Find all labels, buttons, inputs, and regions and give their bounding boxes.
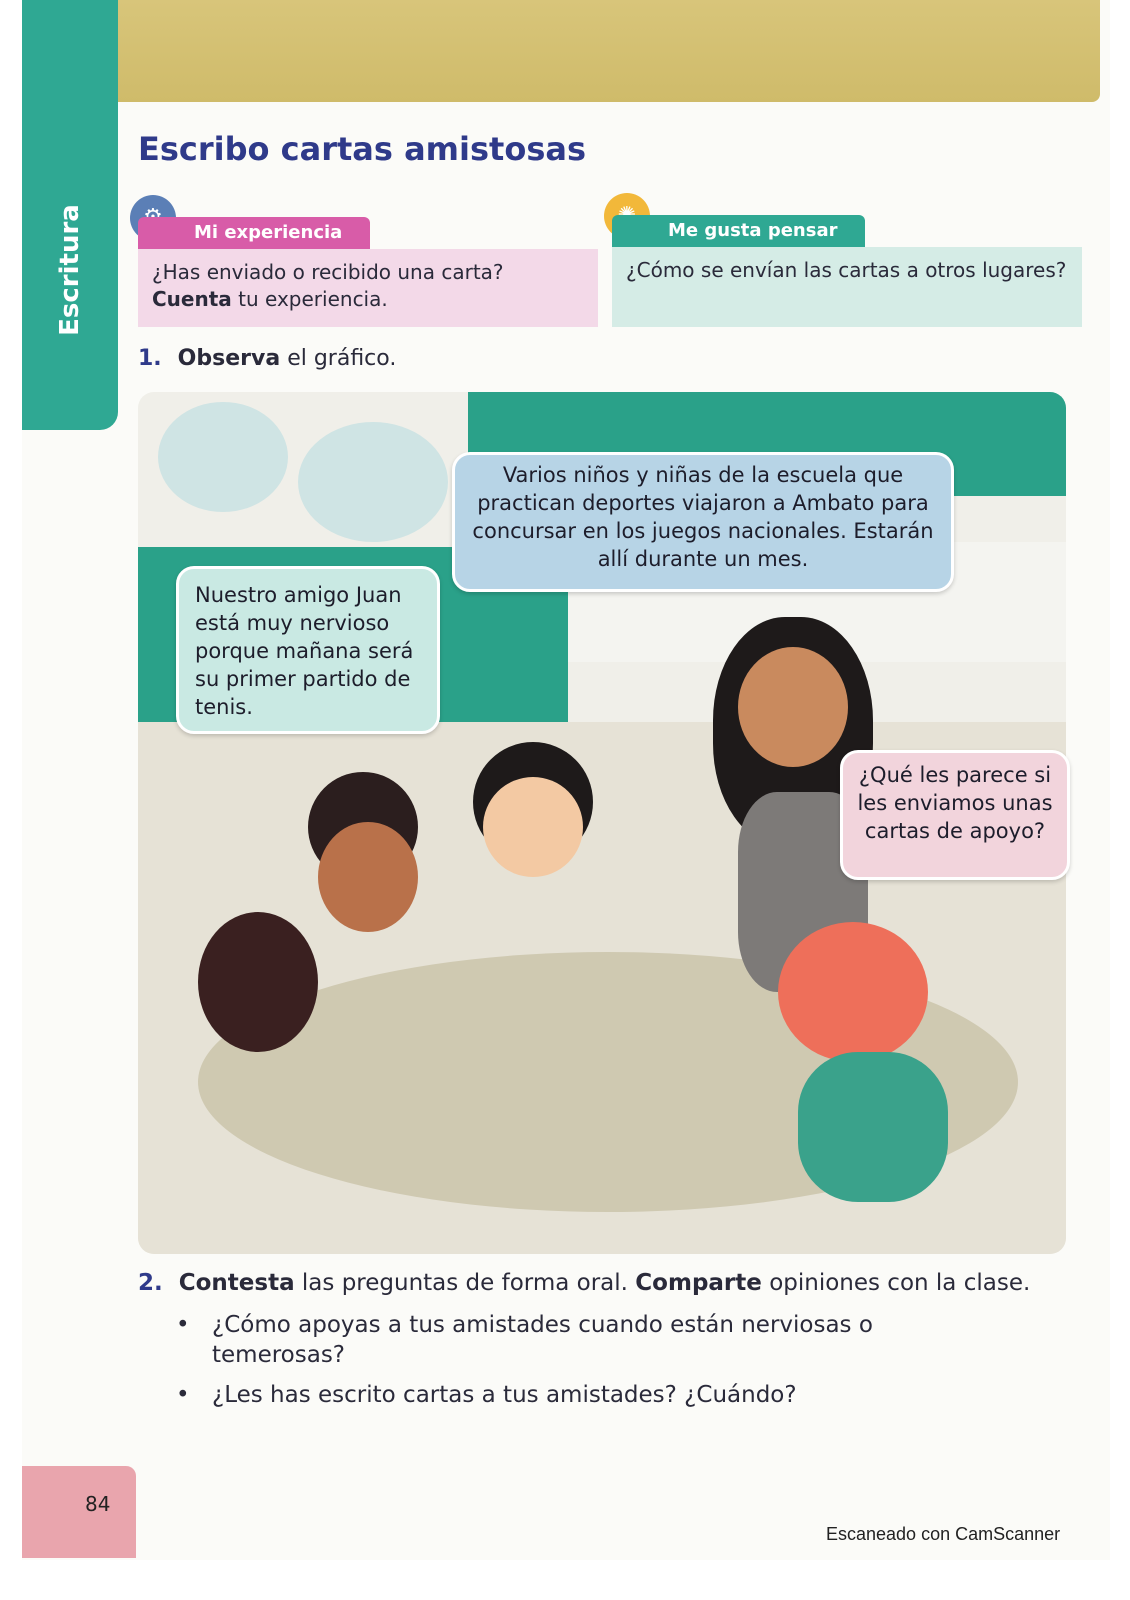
activity-1-verb: Observa	[177, 346, 281, 371]
think-box: ¿Cómo se envían las cartas a otros lugares?	[612, 247, 1082, 327]
boy-face	[483, 777, 583, 877]
section-label: Escritura	[55, 204, 85, 336]
think-tag: Me gusta pensar	[612, 215, 865, 247]
experience-question: ¿Has enviado o recibido una carta?	[152, 260, 504, 284]
question-text: ¿Cómo apoyas a tus amistades cuando están nerviosas o temerosas?	[212, 1312, 873, 1368]
experience-tag: Mi experiencia	[138, 217, 370, 249]
experience-verb: Cuenta	[152, 287, 232, 311]
tree-decoration	[158, 402, 288, 512]
question-text: ¿Les has escrito cartas a tus amistades? ¿Cuándo?	[212, 1382, 797, 1408]
activity-1	[138, 346, 396, 371]
activity-2-mid: las preguntas de forma oral.	[301, 1270, 628, 1296]
activity-2-verb-2: Comparte	[635, 1270, 762, 1296]
experience-rest: tu experiencia.	[238, 287, 388, 311]
page-number-tab	[22, 1466, 136, 1558]
teacher-face	[738, 647, 848, 767]
activity-2-number: 2.	[138, 1270, 163, 1296]
activity-2	[138, 1270, 1030, 1296]
activity-2-end: opiniones con la clase.	[769, 1270, 1031, 1296]
girl-long-hair	[198, 912, 318, 1052]
bullet-icon: •	[176, 1312, 190, 1338]
page-title: Escribo cartas amistosas	[138, 130, 586, 168]
child-green-shirt	[798, 1052, 948, 1202]
speech-bubble-right: ¿Qué les parece si les enviamos unas cartas de apoyo?	[840, 750, 1070, 880]
bullet-icon: •	[176, 1382, 190, 1408]
experience-box	[138, 249, 598, 327]
scanner-watermark: Escaneado con CamScanner	[826, 1524, 1061, 1544]
curly-red-hair	[778, 922, 928, 1062]
girl-face	[318, 822, 418, 932]
top-band	[118, 0, 1100, 102]
activity-2-verb-1: Contesta	[178, 1270, 295, 1296]
speech-bubble-top: Varios niños y niñas de la escuela que practican deportes viajaron a Ambato para concursar en los juegos nacionales. Estarán allí durante un mes.	[452, 452, 954, 592]
tree-decoration	[298, 422, 448, 542]
page-number: 84	[85, 1492, 111, 1516]
activity-1-rest: el gráfico.	[287, 346, 397, 371]
speech-bubble-left: Nuestro amigo Juan está muy nervioso porque mañana será su primer partido de tenis.	[176, 566, 440, 734]
activity-1-number: 1.	[138, 346, 162, 371]
section-tab	[22, 0, 118, 430]
